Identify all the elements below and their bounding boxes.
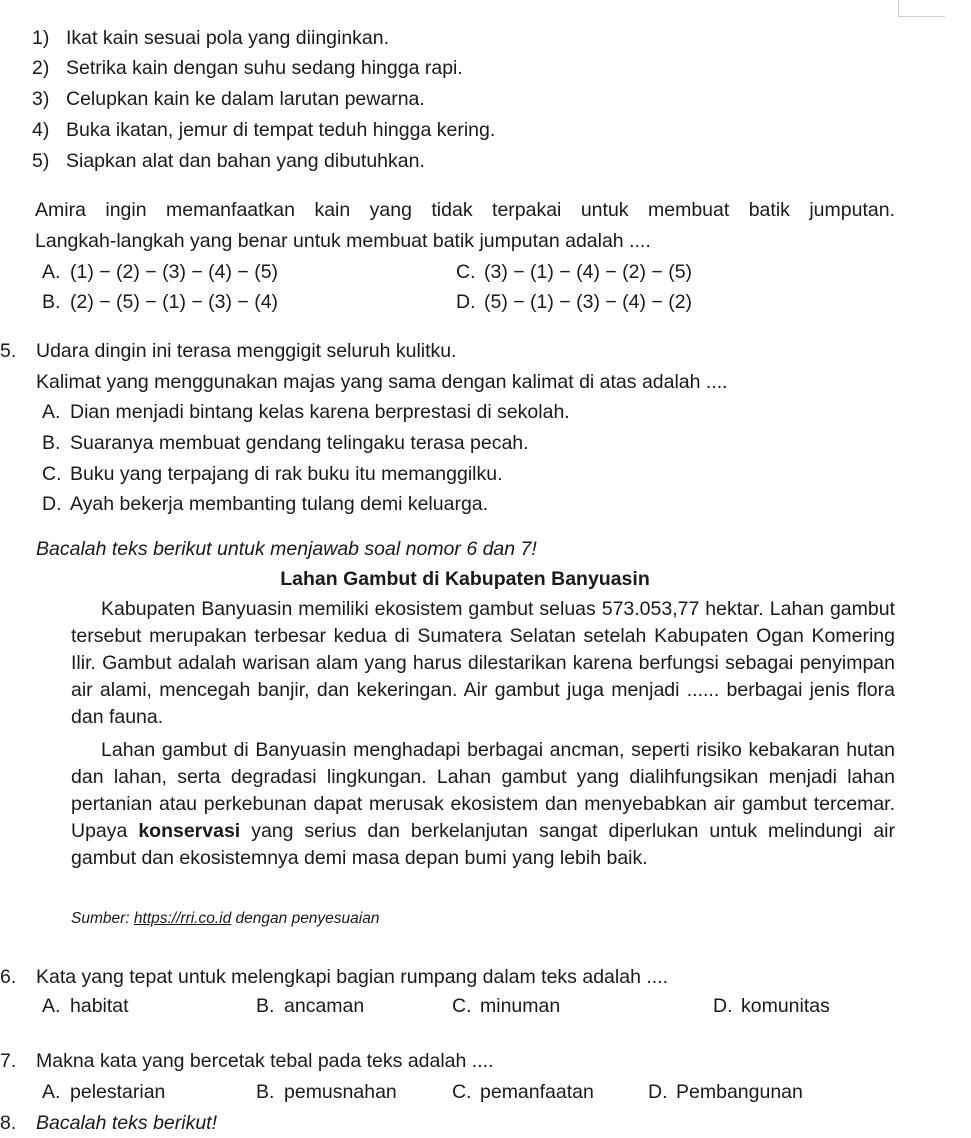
question-4-stem-line-1: Amira ingin memanfaatkan kain yang tidak terpakai untuk membuat batik jumputan. <box>35 199 895 221</box>
option-letter: C. <box>42 463 62 485</box>
step-item-4 <box>32 117 495 143</box>
option-letter: D. <box>713 995 733 1017</box>
source-label: Sumber: <box>71 910 134 927</box>
option-letter: D. <box>42 493 62 515</box>
option-text: Dian menjadi bintang kelas karena berprestasi di sekolah. <box>70 401 570 423</box>
question-5-option-b[interactable] <box>42 430 529 456</box>
reading-paragraph-2 <box>71 737 895 872</box>
option-text: (1) − (2) − (3) − (4) − (5) <box>70 261 279 283</box>
option-letter: A. <box>42 401 61 423</box>
question-number: 5. <box>0 340 17 362</box>
option-letter: D. <box>648 1081 668 1103</box>
option-letter: B. <box>42 432 61 454</box>
question-text: Makna kata yang bercetak tebal pada teks adalah .... <box>36 1050 494 1072</box>
question-text: Bacalah teks berikut! <box>36 1112 218 1134</box>
question-4-option-a[interactable] <box>42 259 278 285</box>
paragraph-text-after: yang serius dan berkelanjutan sangat diperlukan untuk melindungi air gambut dan ekosistemnya demi masa depan bumi yang lebih baik. <box>71 820 895 869</box>
question-5-option-c[interactable] <box>42 461 503 487</box>
option-letter: A. <box>42 261 61 283</box>
option-letter: C. <box>456 261 476 283</box>
question-6-option-b[interactable] <box>256 993 364 1019</box>
question-7-stem <box>0 1048 493 1074</box>
option-letter: C. <box>452 995 472 1017</box>
source-link[interactable]: https://rri.co.id <box>133 910 232 927</box>
option-text: Suaranya membuat gendang telingaku terasa pecah. <box>70 432 529 454</box>
step-item-2 <box>32 55 463 81</box>
option-text: ancaman <box>284 995 365 1017</box>
paragraph-text-before: Lahan gambut di Banyuasin menghadapi berbagai ancman, seperti risiko kebakaran hutan dan lahan, serta degradasi lingkungan. Lahan gambut yang dialihfungsikan menjadi lahan pertanian atau perkebunan dapat merusak ekosistem dan menyebabkan air gambut tercemar. Upaya <box>71 739 895 842</box>
reading-title: Lahan Gambut di Kabupaten Banyuasin <box>280 568 650 590</box>
option-text: (3) − (1) − (4) − (2) − (5) <box>484 261 693 283</box>
question-4-option-b[interactable] <box>42 289 278 315</box>
step-text: Buka ikatan, jemur di tempat teduh hingga kering. <box>66 119 496 141</box>
option-text: habitat <box>70 995 129 1017</box>
reading-instruction: Bacalah teks berikut untuk menjawab soal nomor 6 dan 7! <box>36 538 537 560</box>
option-text: (2) − (5) − (1) − (3) − (4) <box>70 291 279 313</box>
option-letter: C. <box>452 1081 472 1103</box>
question-5-option-d[interactable] <box>42 491 488 517</box>
option-letter: A. <box>42 995 61 1017</box>
question-4-option-d[interactable] <box>456 289 692 315</box>
option-text: Buku yang terpajang di rak buku itu memanggilku. <box>70 463 503 485</box>
question-4-option-c[interactable] <box>456 259 692 285</box>
option-letter: A. <box>42 1081 61 1103</box>
question-7-option-d[interactable] <box>648 1079 803 1105</box>
step-number: 5) <box>32 150 50 172</box>
question-5-stem-line-2: Kalimat yang menggunakan majas yang sama dengan kalimat di atas adalah .... <box>36 371 728 393</box>
option-letter: B. <box>256 1081 275 1103</box>
question-number: 6. <box>0 966 17 988</box>
step-item-5 <box>32 148 425 174</box>
option-text: (5) − (1) − (3) − (4) − (2) <box>484 291 693 313</box>
question-8-stem <box>0 1110 217 1136</box>
option-letter: B. <box>42 291 61 313</box>
step-number: 3) <box>32 88 50 110</box>
question-7-option-b[interactable] <box>256 1079 397 1105</box>
page-corner-mark <box>898 0 945 17</box>
question-number: 7. <box>0 1050 17 1072</box>
step-text: Ikat kain sesuai pola yang diinginkan. <box>66 27 390 49</box>
step-item-1 <box>32 25 389 51</box>
question-6-option-c[interactable] <box>452 993 560 1019</box>
question-7-option-c[interactable] <box>452 1079 594 1105</box>
option-text: pemanfaatan <box>480 1081 594 1103</box>
bold-keyword: konservasi <box>138 820 241 842</box>
step-number: 4) <box>32 119 50 141</box>
question-number: 8. <box>0 1112 17 1134</box>
question-6-option-a[interactable] <box>42 993 129 1019</box>
step-text: Siapkan alat dan bahan yang dibutuhkan. <box>66 150 425 172</box>
question-6-stem <box>0 964 668 990</box>
step-item-3 <box>32 86 425 112</box>
source-suffix: dengan penyesuaian <box>231 910 380 927</box>
option-text: Ayah bekerja membanting tulang demi keluarga. <box>70 493 489 515</box>
option-text: pelestarian <box>70 1081 166 1103</box>
question-text: Kata yang tepat untuk melengkapi bagian rumpang dalam teks adalah .... <box>36 966 668 988</box>
option-letter: B. <box>256 995 275 1017</box>
step-number: 1) <box>32 27 50 49</box>
question-text: Udara dingin ini terasa menggigit seluruh kulitku. <box>36 340 457 362</box>
question-5-stem-line-1 <box>0 338 457 364</box>
option-text: Pembangunan <box>676 1081 803 1103</box>
reading-source <box>71 908 379 930</box>
question-5-option-a[interactable] <box>42 399 570 425</box>
option-text: minuman <box>480 995 561 1017</box>
option-text: komunitas <box>741 995 830 1017</box>
reading-paragraph-1 <box>71 596 895 731</box>
question-4-stem-line-2: Langkah-langkah yang benar untuk membuat batik jumputan adalah .... <box>35 230 651 252</box>
option-text: pemusnahan <box>284 1081 397 1103</box>
option-letter: D. <box>456 291 476 313</box>
step-number: 2) <box>32 57 50 79</box>
question-7-option-a[interactable] <box>42 1079 165 1105</box>
question-6-option-d[interactable] <box>713 993 830 1019</box>
step-text: Celupkan kain ke dalam larutan pewarna. <box>66 88 425 110</box>
paragraph-text: Kabupaten Banyuasin memiliki ekosistem gambut seluas 573.053,77 hektar. Lahan gambut tersebut merupakan terbesar kedua di Sumatera Selatan setelah Kabupaten Ogan Komering Ilir. Gambut adalah warisan alam yang harus dilestarikan karena berfungsi sebagai penyimpan air alami, mencegah banjir, dan kekeringan. Air gambut juga menjadi ...... berbagai jenis flora dan fauna. <box>71 598 895 728</box>
step-text: Setrika kain dengan suhu sedang hingga rapi. <box>66 57 463 79</box>
